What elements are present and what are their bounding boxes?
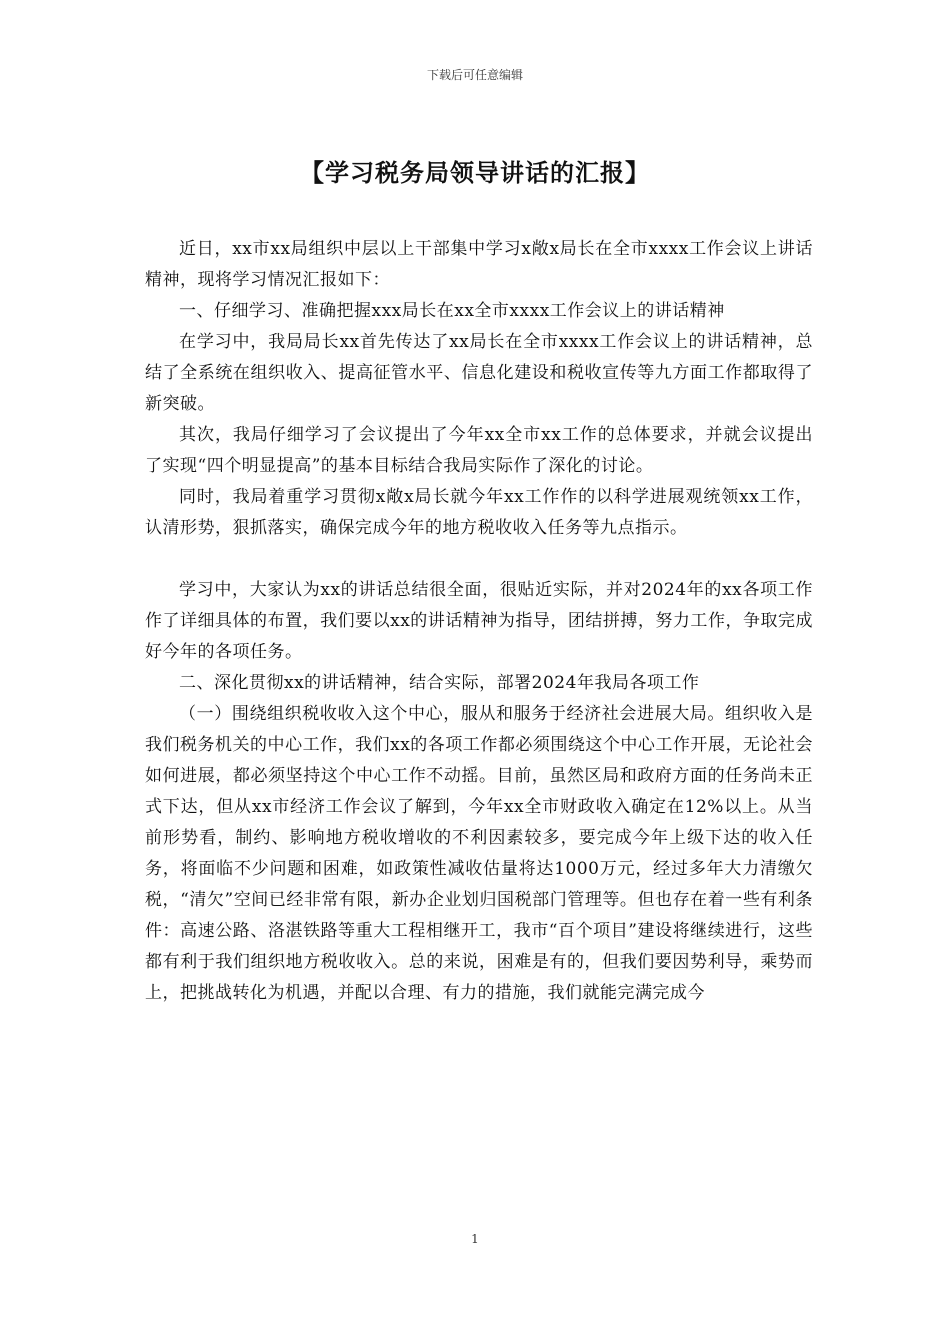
paragraph-study: 在学习中，我局局长xx首先传达了xx局长在全市xxxx工作会议上的讲话精神，总结了全系统在组织收入、提高征管水平、信息化建设和税收宣传等九方面工作都取得了新突破。 <box>145 332 813 414</box>
paragraph-discussion: 学习中，大家认为xx的讲话总结很全面，很贴近实际，并对2024年的xx各项工作作了详细具体的布置，我们要以xx的讲话精神为指导，团结拼搏，努力工作，争取完成好今年的各项任务。 <box>145 580 813 662</box>
document-title: 【学习税务局领导讲话的汇报】 <box>300 159 650 187</box>
paragraph-secondly: 其次，我局仔细学习了会议提出了今年xx全市xx工作的总体要求，并就会议提出了实现“四个明显提高”的基本目标结合我局实际作了深化的讨论。 <box>145 425 813 476</box>
page-header-note: 下载后可任意编辑 <box>426 68 523 82</box>
document-body <box>145 234 813 1009</box>
page-number: 1 <box>471 1232 479 1246</box>
paragraph-spacer <box>145 544 813 575</box>
section-heading-2: 二、深化贯彻xx的讲话精神，结合实际，部署2024年我局各项工作 <box>179 673 700 693</box>
paragraph-meanwhile: 同时，我局着重学习贯彻x敞x局长就今年xx工作作的以科学进展观统领xx工作，认清形势，狠抓落实，确保完成今年的地方税收收入任务等九点指示。 <box>145 487 813 538</box>
paragraph-intro: 近日，xx市xx局组织中层以上干部集中学习x敞x局长在全市xxxx工作会议上讲话精神，现将学习情况汇报如下： <box>145 239 813 290</box>
paragraph-subsection-1: （一）围绕组织税收收入这个中心，服从和服务于经济社会进展大局。组织收入是我们税务机关的中心工作，我们xx的各项工作都必须围绕这个中心工作开展，无论社会如何进展，都必须坚持这个中心工作不动摇。目前，虽然区局和政府方面的任务尚未正式下达，但从xx市经济工作会议了解到，今年xx全市财政收入确定在12%以上。从当前形势看，制约、影响地方税收增收的不利因素较多，要完成今年上级下达的收入任务，将面临不少问题和困难，如政策性减收估量将达1000万元，经过多年大力清缴欠税，“清欠”空间已经非常有限，新办企业划归国税部门管理等。但也存在着一些有利条件：高速公路、洛湛铁路等重大工程相继开工，我市“百个项目”建设将继续进行，这些都有利于我们组织地方税收收入。总的来说，困难是有的，但我们要因势利导，乘势而上，把挑战转化为机遇，并配以合理、有力的措施，我们就能完满完成今 <box>145 704 813 1003</box>
section-heading-1: 一、仔细学习、准确把握xxx局长在xx全市xxxx工作会议上的讲话精神 <box>179 301 725 321</box>
